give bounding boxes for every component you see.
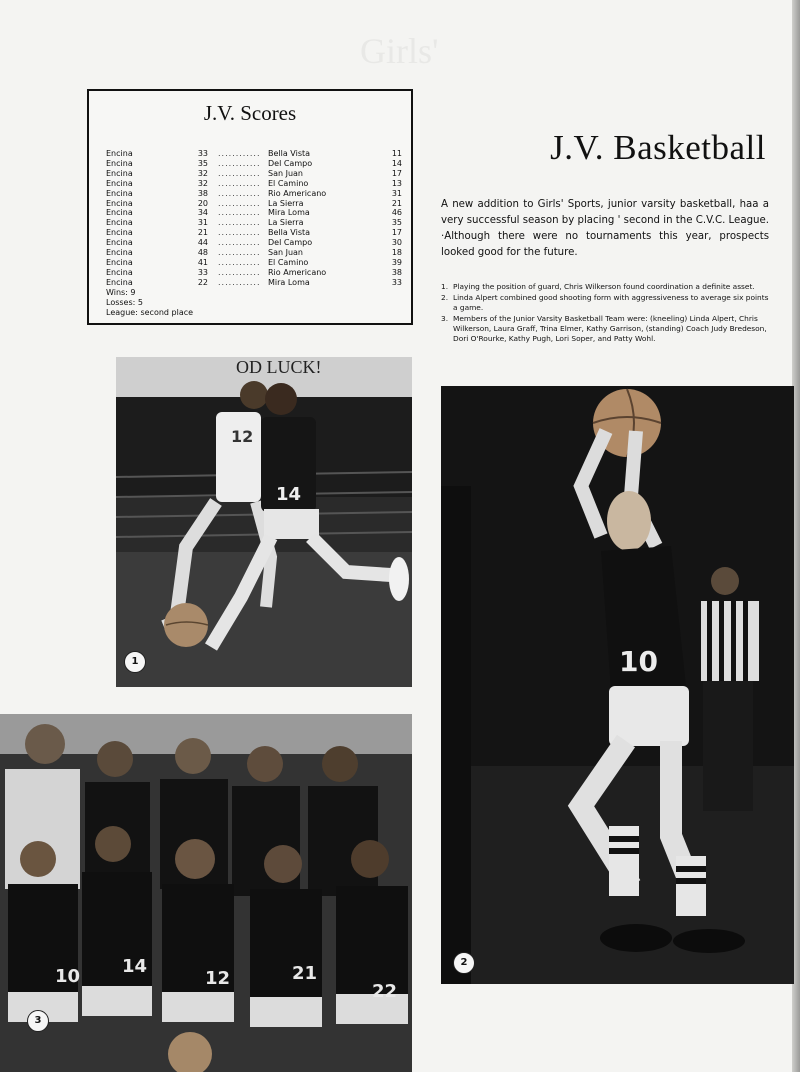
score-team: Encina <box>106 277 133 287</box>
score-encina: 48 <box>197 248 208 257</box>
score-opponent: La Sierra <box>268 218 304 228</box>
caption-1: 1. Playing the position of guard, Chris Wilkerson found coordination a definite asset. <box>441 282 755 291</box>
score-opponent-points: 11 <box>391 149 402 158</box>
score-leader-dots: ............ <box>218 218 261 228</box>
score-opponent: El Camino <box>268 178 309 188</box>
bleed-through-title: Girls' <box>360 31 439 71</box>
score-row <box>106 189 406 199</box>
score-row <box>106 278 406 288</box>
score-team: Encina <box>106 228 133 238</box>
score-opponent-points: 31 <box>391 188 402 198</box>
score-row <box>106 248 406 258</box>
article-body: A new addition to Girls' Sports, junior varsity basketball, haa a very successful season by placing ' second in the C.V.C. League. ·Although there were no tournaments this year, prospects looked good for the future. <box>441 199 769 258</box>
score-leader-dots: ............ <box>218 257 261 267</box>
score-team: Encina <box>106 218 133 228</box>
score-opponent-points: 14 <box>391 158 402 168</box>
wins-line: Wins: 9 <box>106 288 136 297</box>
score-team: Encina <box>106 267 133 277</box>
score-leader-dots: ............ <box>218 248 261 257</box>
score-team: Encina <box>106 158 133 168</box>
score-leader-dots: ............ <box>218 178 261 188</box>
score-row <box>106 238 406 248</box>
photo-shooting-player <box>441 386 794 984</box>
score-leader-dots: ............ <box>218 277 261 287</box>
jersey-number-a: 12 <box>231 427 254 446</box>
score-opponent-points: 35 <box>391 218 402 228</box>
team-jersey-5: 22 <box>372 981 398 1002</box>
jv-scores-box <box>87 89 413 325</box>
score-encina: 21 <box>197 228 208 238</box>
score-leader-dots: ............ <box>218 149 261 158</box>
score-row <box>106 268 406 278</box>
score-team: Encina <box>106 198 133 208</box>
score-encina: 44 <box>197 238 208 248</box>
score-encina: 34 <box>197 208 208 218</box>
score-row <box>106 218 406 228</box>
caption-3: 3. Members of the Junior Varsity Basketball Team were: (kneeling) Linda Alpert, Chris Wilkerson, Laura Graff, Trina Elmer, Kathy Garrison, (standing) Coach Judy Bredeson, Dori O'Rourke, Kathy Pugh, Lori Soper, and Patty Wohl. <box>441 314 767 343</box>
photo-team-portrait <box>0 714 412 1072</box>
score-opponent-points: 30 <box>391 238 402 248</box>
score-team: Encina <box>106 248 133 257</box>
score-opponent: Bella Vista <box>268 228 311 238</box>
photo-dribbling-players <box>116 357 412 687</box>
photo-number-3: 3 <box>27 1010 49 1032</box>
score-opponent-points: 17 <box>391 228 402 238</box>
score-opponent-points: 17 <box>391 168 402 178</box>
score-leader-dots: ............ <box>218 188 261 198</box>
team-jersey-3: 12 <box>205 968 231 989</box>
score-opponent: El Camino <box>268 257 309 267</box>
score-opponent: Mira Loma <box>268 208 310 218</box>
score-team: Encina <box>106 188 133 198</box>
score-opponent: Del Campo <box>268 238 313 248</box>
score-leader-dots: ............ <box>218 267 261 277</box>
score-encina: 38 <box>197 188 208 198</box>
score-leader-dots: ............ <box>218 228 261 238</box>
score-opponent: Rio Americano <box>268 188 327 198</box>
score-leader-dots: ............ <box>218 238 261 248</box>
score-row <box>106 199 406 209</box>
jersey-number: 10 <box>619 645 658 678</box>
score-encina: 22 <box>197 277 208 287</box>
photo-number-1: 1 <box>124 651 146 673</box>
score-row <box>106 149 406 159</box>
score-team: Encina <box>106 178 133 188</box>
score-row <box>106 208 406 218</box>
score-row <box>106 228 406 238</box>
score-encina: 35 <box>197 158 208 168</box>
losses-line: Losses: 5 <box>106 298 143 307</box>
score-encina: 32 <box>197 168 208 178</box>
score-team: Encina <box>106 257 133 267</box>
score-opponent-points: 13 <box>391 178 402 188</box>
score-encina: 20 <box>197 198 208 208</box>
score-leader-dots: ............ <box>218 198 261 208</box>
league-line: League: second place <box>106 308 194 317</box>
score-row <box>106 258 406 268</box>
page-title: J.V. Basketball <box>550 128 766 167</box>
score-opponent-points: 39 <box>391 257 402 267</box>
team-jersey-4: 21 <box>292 963 318 984</box>
score-team: Encina <box>106 168 133 178</box>
score-opponent: San Juan <box>268 248 303 257</box>
score-team: Encina <box>106 149 133 158</box>
score-opponent: Rio Americano <box>268 267 327 277</box>
score-encina: 41 <box>197 257 208 267</box>
score-opponent-points: 21 <box>391 198 402 208</box>
team-jersey-1: 10 <box>55 966 81 987</box>
score-row <box>106 169 406 179</box>
scores-title: J.V. Scores <box>203 101 297 125</box>
score-encina: 31 <box>197 218 208 228</box>
score-opponent: Del Campo <box>268 158 313 168</box>
score-opponent-points: 46 <box>391 208 402 218</box>
score-leader-dots: ............ <box>218 158 261 168</box>
jersey-number-b: 14 <box>276 484 302 505</box>
score-opponent-points: 38 <box>391 267 402 277</box>
score-leader-dots: ............ <box>218 168 261 178</box>
score-opponent: La Sierra <box>268 198 304 208</box>
photo-number-2: 2 <box>453 952 475 974</box>
score-opponent-points: 18 <box>391 248 402 257</box>
score-leader-dots: ............ <box>218 208 261 218</box>
team-jersey-2: 14 <box>122 956 148 977</box>
score-team: Encina <box>106 208 133 218</box>
banner-text: OD LUCK! <box>236 357 322 377</box>
score-encina: 33 <box>197 267 208 277</box>
score-encina: 33 <box>197 149 208 158</box>
score-team: Encina <box>106 238 133 248</box>
score-opponent: Mira Loma <box>268 277 310 287</box>
photo-captions <box>441 282 771 345</box>
score-opponent-points: 33 <box>391 277 402 287</box>
score-row <box>106 159 406 169</box>
score-row <box>106 179 406 189</box>
score-opponent: San Juan <box>268 168 303 178</box>
score-encina: 32 <box>197 178 208 188</box>
score-opponent: Bella Vista <box>268 149 311 158</box>
caption-2: 2. Linda Alpert combined good shooting form with aggressiveness to average six points a game. <box>441 293 769 312</box>
